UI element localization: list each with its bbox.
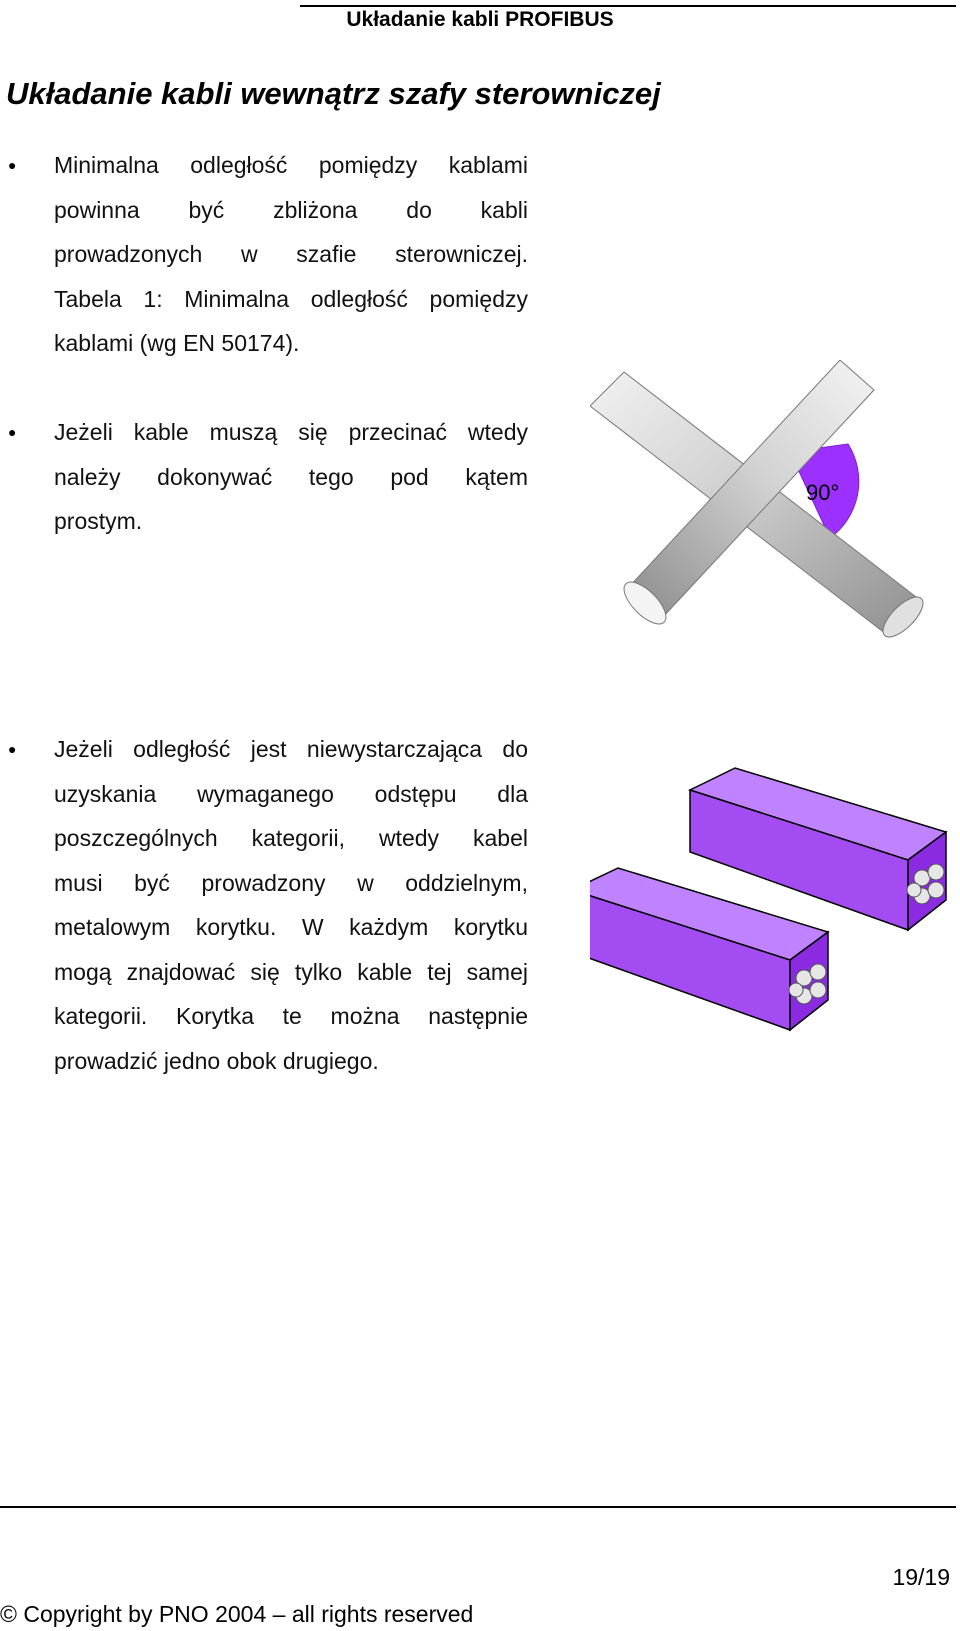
text-line: kablami (wg EN 50174). — [54, 330, 300, 356]
text-line: Tabela 1: Minimalna odległość pomiędzy — [54, 285, 528, 312]
text-line: powinna być zbliżona do kabli — [54, 196, 528, 223]
paragraph-crossing — [54, 410, 528, 544]
text-line: kategorii. Korytka te można następnie — [54, 1003, 528, 1029]
page-number: 19/19 — [892, 1564, 950, 1590]
bullet-marker: ● — [8, 424, 17, 440]
text-line: Jeżeli kable muszą się przecinać wtedy — [54, 419, 528, 445]
running-header: Układanie kabli PROFIBUS — [346, 8, 614, 31]
text-line: poszczególnych kategorii, wtedy kabel — [54, 825, 528, 851]
text-line: należy dokonywać tego pod kątem — [54, 463, 528, 490]
text-line: prowadzonych w szafie sterowniczej. — [54, 241, 528, 267]
angle-label: 90° — [806, 480, 840, 505]
text-line: uzyskania wymaganego odstępu dla — [54, 780, 528, 807]
section-title: Układanie kabli wewnątrz szafy sterowniczej — [6, 76, 661, 111]
header-rule — [300, 5, 956, 7]
text-line: prostym. — [54, 508, 143, 534]
text-line: prowadzić jedno obok drugiego. — [54, 1047, 379, 1074]
text-line: metalowym korytku. W każdym korytku — [54, 914, 528, 940]
tray-front — [590, 868, 828, 1030]
paragraph-trays — [54, 727, 528, 1083]
text-line: mogą znajdować się tylko kable tej samej — [54, 958, 528, 985]
paragraph-min-distance — [54, 143, 528, 366]
text-line: Minimalna odległość pomiędzy kablami — [54, 152, 528, 178]
cable-trays-figure — [590, 760, 960, 1050]
bullet-marker: ● — [8, 157, 17, 173]
footer-rule — [0, 1506, 956, 1508]
copyright-notice: © Copyright by PNO 2004 – all rights reserved — [0, 1601, 474, 1627]
text-line: musi być prowadzony w oddzielnym, — [54, 869, 528, 896]
text-line: Jeżeli odległość jest niewystarczająca do — [54, 736, 528, 762]
bullet-marker: ● — [8, 741, 17, 757]
cable-crossing-figure — [590, 360, 956, 670]
